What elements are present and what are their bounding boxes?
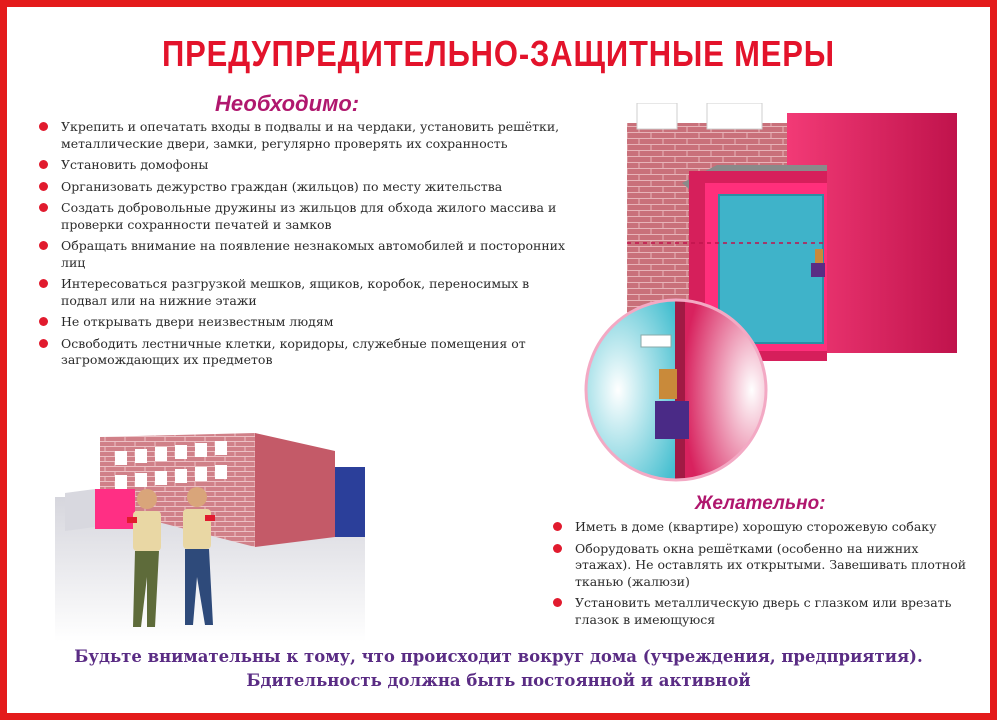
- list-item-text: Не открывать двери неизвестным людям: [61, 314, 334, 329]
- list-item: [37, 314, 577, 331]
- footer-line-2: Бдительность должна быть постоянной и активной: [246, 671, 751, 690]
- bullet-icon: [39, 317, 48, 326]
- poster-title: ПРЕДУПРЕДИТЕЛЬНО-ЗАЩИТНЫЕ МЕРЫ: [161, 33, 835, 74]
- desirable-heading: Желательно:: [695, 493, 826, 514]
- list-item: [37, 276, 577, 309]
- bullet-icon: [39, 203, 48, 212]
- lock-zoom-illustration: [583, 297, 769, 483]
- list-item-text: Установить домофоны: [61, 157, 209, 172]
- list-item: [37, 200, 577, 233]
- bullet-icon: [553, 522, 562, 531]
- bullet-icon: [553, 544, 562, 553]
- bullet-icon: [39, 122, 48, 131]
- footer-line-1: Будьте внимательны к тому, что происходит вокруг дома (учреждения, предприятия).: [74, 647, 923, 666]
- bullet-icon: [39, 279, 48, 288]
- list-item-text: Освободить лестничные клетки, коридоры, служебные помещения от загромождающих их предметов: [61, 335, 526, 367]
- list-item: [37, 119, 577, 152]
- bullet-icon: [39, 160, 48, 169]
- list-item-text: Интересоваться разгрузкой мешков, ящиков, коробок, переносимых в подвал или на нижние этажи: [61, 276, 530, 308]
- list-item-text: Обращать внимание на появление незнакомых автомобилей и посторонних лиц: [61, 238, 566, 270]
- patrol-illustration: [55, 427, 365, 642]
- list-item-text: Иметь в доме (квартире) хорошую сторожевую собаку: [575, 519, 937, 534]
- list-item-text: Установить металлическую дверь с глазком или врезать глазок в имеющуюся: [575, 595, 952, 627]
- necessary-list: [37, 119, 577, 374]
- list-item: [551, 595, 971, 628]
- list-item-text: Организовать дежурство граждан (жильцов) по месту жительства: [61, 178, 503, 194]
- necessary-heading: Необходимо:: [215, 91, 360, 116]
- list-item-text: Укрепить и опечатать входы в подвалы и на чердаки, установить решётки, металлические двери, замки, регулярно проверять их сохранность: [61, 119, 560, 151]
- list-item: [551, 541, 971, 591]
- list-item: [551, 519, 971, 536]
- bullet-icon: [39, 241, 48, 250]
- list-item: [37, 238, 577, 271]
- desirable-list: [551, 519, 971, 633]
- list-item-text: Создать добровольные дружины из жильцов для обхода жилого массива и проверки сохранности печатей и замков: [61, 200, 557, 232]
- bullet-icon: [39, 339, 48, 348]
- list-item-text: Оборудовать окна решётками (особенно на нижних этажах). Не оставлять их открытыми. Завешивать плотной тканью (жалюзи): [575, 540, 967, 589]
- list-item: [37, 179, 577, 196]
- bullet-icon: [553, 598, 562, 607]
- bullet-icon: [39, 182, 48, 191]
- list-item: [37, 157, 577, 174]
- list-item: [37, 336, 577, 369]
